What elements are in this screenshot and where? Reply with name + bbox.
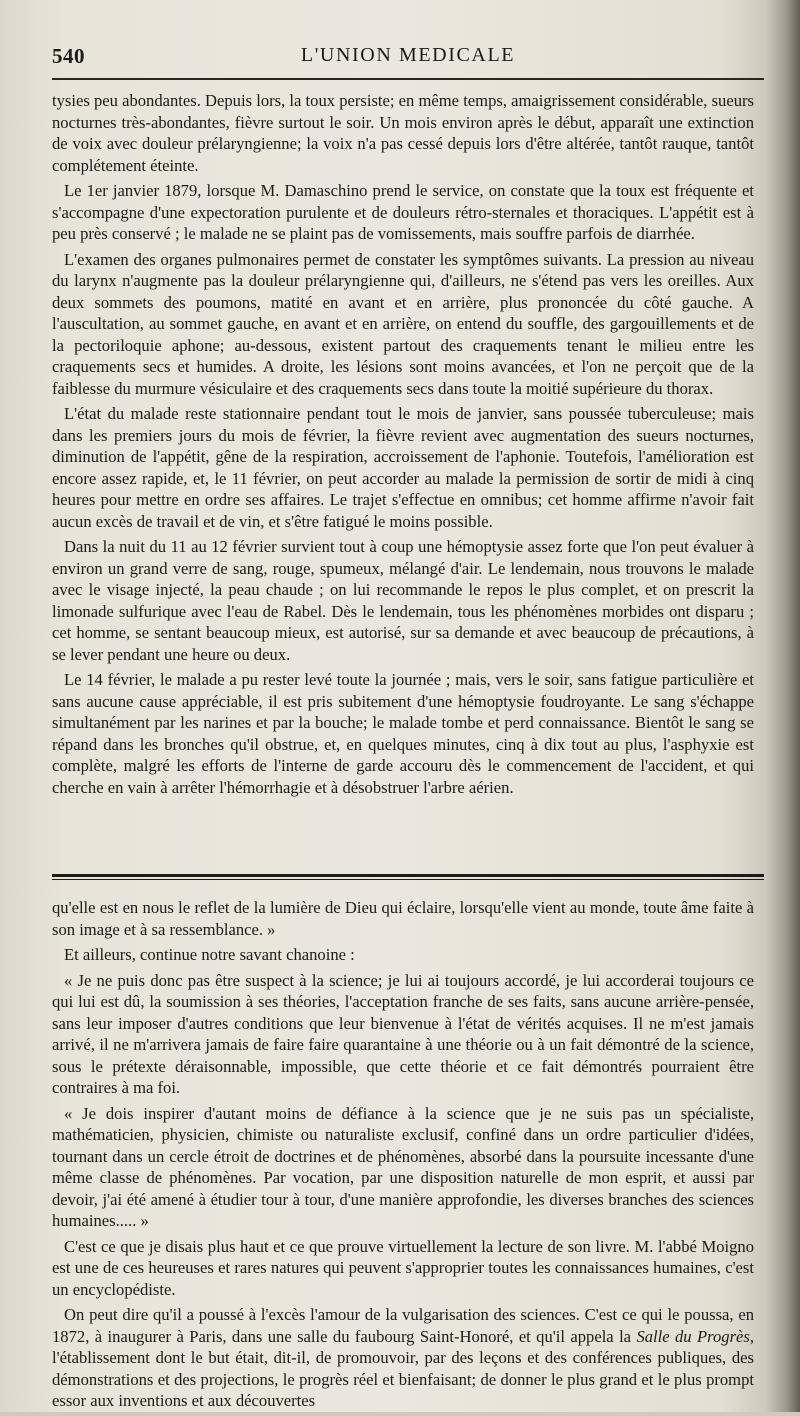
paragraph: tysies peu abondantes. Depuis lors, la toux persiste; en même temps, amaigrissement considérable, sueurs nocturnes très-abondantes, fièvre surtout le soir. Un mois environ après le début, apparaît une extinction de voix avec douleur prélaryngienne; la voix n'a pas cessé depuis lors d'être altérée, tantôt rauque, tantôt complétement éteinte. [52,91,754,175]
paragraph: Le 1er janvier 1879, lorsque M. Damaschino prend le service, on constate que la toux est fréquente et s'accompagne d'une expectoration purulente et de douleurs rétro-sternales et thoraciques. L'appétit est à peu près conservé ; le malade ne se plaint pas de vomissements, mais souffre parfois de diarrhée. [52,181,754,243]
header-rule [52,78,764,80]
paragraph [52,1304,754,1412]
paragraph: « Je dois inspirer d'autant moins de défiance à la science que je ne suis pas un spécialiste, mathématicien, physicien, chimiste ou naturaliste exclusif, confiné dans un ordre particulier d'idées, tournant dans un cercle étroit de doctrines et de phénomènes, absorbé dans la poursuite incessante d'une même classe de phénomènes. Par vocation, par une disposition naturelle de mon esprit, et aussi par devoir, j'ai été amené à étudier tour à tour, d'une manière approfondie, les diverses branches des sciences humaines..... » [52,1103,754,1230]
paragraph-text: , l'établissement dont le but était, dit-il, de promouvoir, par des leçons et des conférences publiques, des démonstrations et des projections, le progrès réel et bienfaisant; de donner le plus grand et le plus prompt essor aux inventions et aux découvertes [52,1326,755,1410]
feuilleton-section [52,897,754,1416]
paragraph: qu'elle est en nous le reflet de la lumière de Dieu qui éclaire, lorsqu'elle vient au monde, toute âme faite à son image et à sa ressemblance. » [52,898,754,939]
paragraph: L'examen des organes pulmonaires permet de constater les symptômes suivants. La pression au niveau du larynx n'augmente pas la douleur prélaryngienne qui, d'ailleurs, ne s'étend pas vers les oreilles. Aux deux sommets des poumons, matité en avant et en arrière, plus prononcée du côté gauche. A l'auscultation, au sommet gauche, en avant et en arrière, on entend du souffle, des gargouillements et de la pectoriloquie aphone; au-dessous, existent partout des craquements tenant le milieu entre les craquements secs et humides. A droite, les lésions sont moins avancées, et l'on ne perçoit que de la faiblesse du murmure vésiculaire et des craquements secs dans toute la moitié supérieure du thorax. [52,249,754,398]
paragraph: Le 14 février, le malade a pu rester levé toute la journée ; mais, vers le soir, sans fatigue particulière et sans aucune cause appréciable, il est pris subitement d'une hémoptysie foudroyante. Le sang s'échappe simultanément par les narines et par la bouche; le malade tombe et perd connaissance. Bientôt le sang se répand dans les bronches qu'il obstrue, et, en quelques minutes, cinq à dix tout au plus, l'asphyxie est complète, malgré les efforts de l'interne de garde accouru dès le commencement de l'accident, et qui cherche en vain à arrêter l'hémorrhagie et à désobstruer l'arbre aérien. [52,670,754,797]
italic-title: Salle du Progrès [636,1326,750,1346]
clinical-case-section [52,90,754,802]
page-header [52,40,764,74]
page-number: 540 [52,44,85,68]
paragraph: Et ailleurs, continue notre savant chanoine : [64,945,355,964]
page-edge-shadow [766,0,800,1412]
paragraph: L'état du malade reste stationnaire pendant tout le mois de janvier, sans poussée tuberculeuse; mais dans les premiers jours du mois de février, la fièvre revient avec augmentation des sueurs nocturnes, diminution de l'appétit, gêne de la respiration, accroissement de l'aphonie. Toutefois, l'amélioration est encore assez rapide, et, le 11 février, on peut accorder au malade la permission de sortir de midi à cinq heures pour mettre en ordre ses affaires. Le trajet s'effectue en omnibus; cet homme affirme n'avoir fait aucun excès de travail et de vin, et s'être fatigué le moins possible. [52,404,754,531]
section-divider [52,874,764,880]
paragraph: Dans la nuit du 11 au 12 février survient tout à coup une hémoptysie assez forte que l'on peut évaluer à environ un grand verre de sang, rouge, spumeux, mélangé d'air. Le lendemain, nous trouvons le malade avec le visage injecté, la peau chaude ; on lui recommande le repos le plus complet, et on prescrit la limonade sulfurique avec l'eau de Rabel. Dès le lendemain, tous les phénomènes morbides ont disparu ; cet homme, se sentant beaucoup mieux, est autorisé, sur sa demande et avec beaucoup de précautions, à se lever pendant une heure ou deux. [52,537,754,664]
paragraph: C'est ce que je disais plus haut et ce que prouve virtuellement la lecture de son livre. M. l'abbé Moigno est une de ces heureuses et rares natures qui peuvent s'approprier toutes les connaissances humaines, c'est un encyclopédiste. [52,1236,754,1299]
running-title: L'UNION MEDICALE [300,44,516,66]
paragraph-text: On peut dire qu'il a poussé à l'excès l'amour de la vulgarisation des sciences. C'est ce qui le poussa, en 1872, à inaugurer à Paris, dans une salle du faubourg Saint-Honoré, et qu'il appela la [52,1305,754,1346]
paragraph: « Je ne puis donc pas être suspect à la science; je lui ai toujours accordé, je lui accorderai toujours ce qui lui est dû, la soumission à ses théories, l'acceptation franche de ses faits, sans aucune arrière-pensée, sans leur imposer d'autres conditions que leur bienvenue à l'état de vérités acquises. Il ne m'est jamais arrivé, il ne m'arrivera jamais de faire faire quarantaine à une théorie ou à un fait démontré de la science, sous le prétexte déraisonnable, impossible, que cette théorie et ce fait démontrés pourraient être contraires à ma foi. [52,970,754,1097]
